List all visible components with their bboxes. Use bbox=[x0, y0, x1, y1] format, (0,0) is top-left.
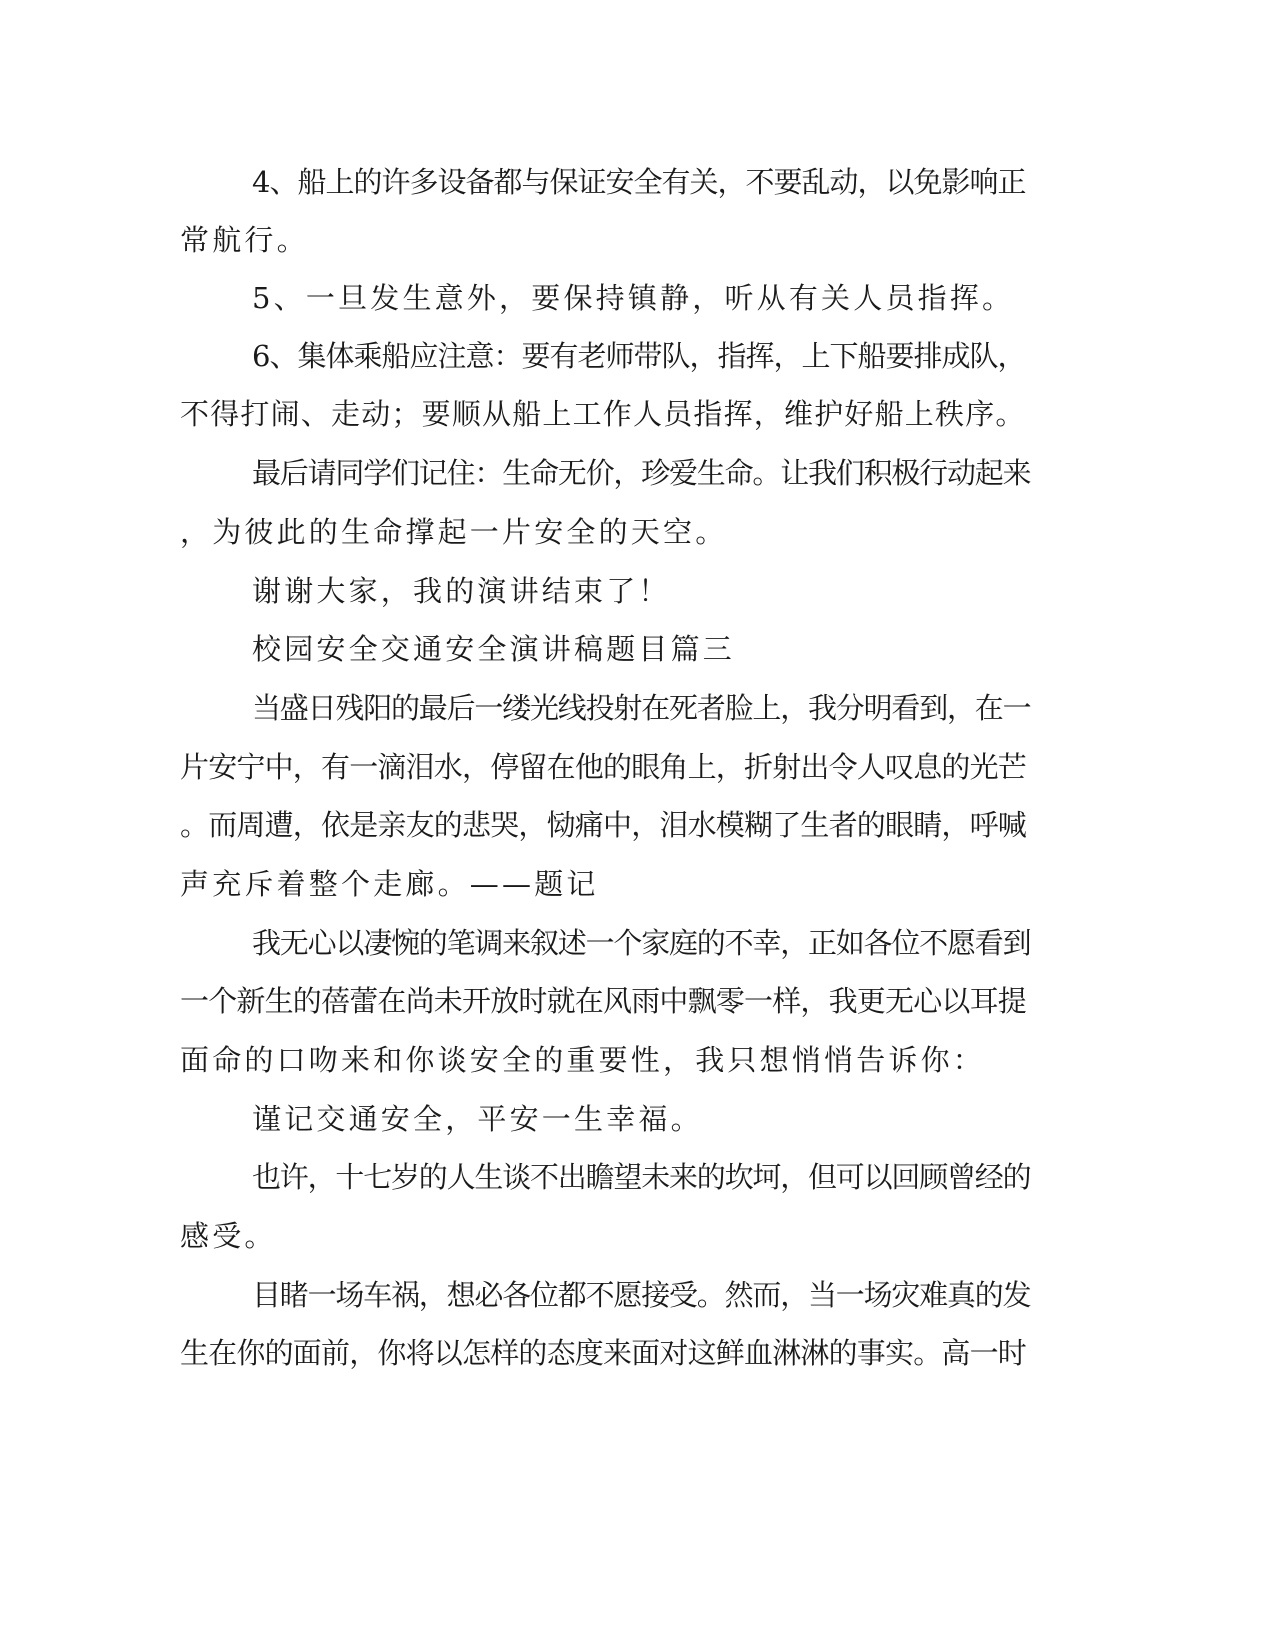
section-heading: 校园安全交通安全演讲稿题目篇三 bbox=[252, 632, 736, 666]
text-line: 也许，十七岁的人生谈不出瞻望未来的坎坷，但可以回顾曾经的 bbox=[252, 1160, 1031, 1194]
text-line: 片安宁中，有一滴泪水，停留在他的眼角上，折射出令人叹息的光芒 bbox=[180, 750, 1027, 784]
text-line: 目睹一场车祸，想必各位都不愿接受。然而，当一场灾难真的发 bbox=[252, 1278, 1031, 1312]
text-line: 不得打闹、走动；要顺从船上工作人员指挥，维护好船上秩序。 bbox=[180, 397, 1026, 431]
text-line: 4、船上的许多设备都与保证安全有关，不要乱动，以免影响正 bbox=[252, 165, 1026, 199]
text-line: 我无心以凄惋的笔调来叙述一个家庭的不幸，正如各位不愿看到 bbox=[252, 926, 1031, 960]
text-line: 谨记交通安全，平安一生幸福。 bbox=[252, 1102, 703, 1136]
text-line: 声充斥着整个走廊。——题记 bbox=[180, 867, 599, 901]
text-line: 最后请同学们记住：生命无价，珍爱生命。让我们积极行动起来 bbox=[252, 456, 1031, 490]
text-line: 常航行。 bbox=[180, 223, 309, 257]
text-line: 生在你的面前，你将以怎样的态度来面对这鲜血淋淋的事实。高一时 bbox=[180, 1336, 1027, 1370]
text-line: 当盛日残阳的最后一缕光线投射在死者脸上，我分明看到，在一 bbox=[252, 691, 1031, 725]
text-line: 感受。 bbox=[180, 1219, 277, 1253]
text-line: 6、集体乘船应注意：要有老师带队，指挥，上下船要排成队， bbox=[252, 339, 1026, 373]
text-line: 一个新生的蓓蕾在尚未开放时就在风雨中飘零一样，我更无心以耳提 bbox=[180, 984, 1027, 1018]
text-line: 。而周遭，依是亲友的悲哭，恸痛中，泪水模糊了生者的眼睛，呼喊 bbox=[180, 808, 1027, 842]
text-line: 5、一旦发生意外，要保持镇静，听从有关人员指挥。 bbox=[252, 281, 1015, 315]
text-line: 面命的口吻来和你谈安全的重要性，我只想悄悄告诉你： bbox=[180, 1043, 986, 1077]
text-line: ，为彼此的生命撑起一片安全的天空。 bbox=[180, 515, 728, 549]
text-line: 谢谢大家，我的演讲结束了！ bbox=[252, 574, 671, 608]
